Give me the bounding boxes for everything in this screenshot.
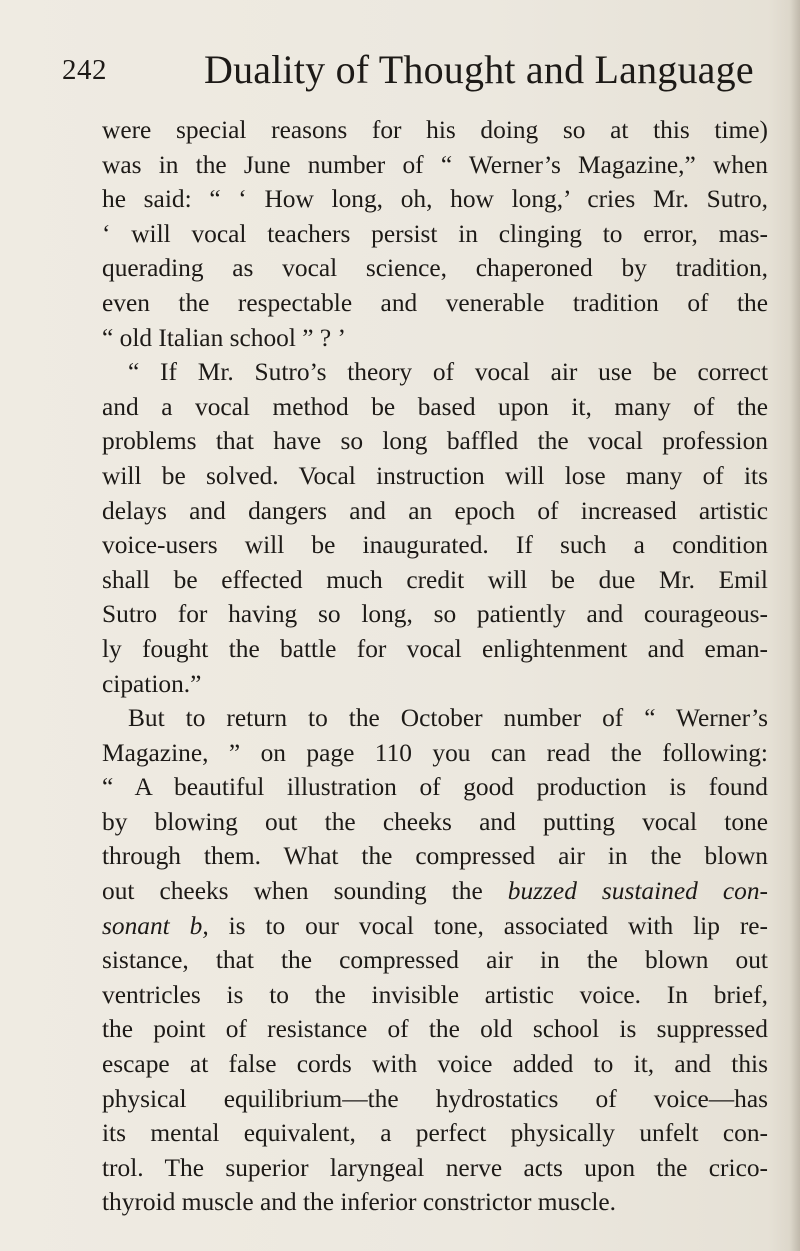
text-line: querading as vocal science, chaperoned by tradition, (102, 254, 768, 283)
text-line: were special reasons for his doing so at this time) (102, 116, 768, 144)
text-line: shall be effected much credit will be due Mr. Emil (102, 565, 768, 594)
text-line: through them. What the compressed air in the blown (102, 842, 768, 871)
text-line: “ old Italian school ” ? ’ (102, 323, 346, 352)
italic-phrase: sonant b, (102, 911, 209, 940)
running-title: Duality of Thought and Language (204, 47, 754, 92)
page-number: 242 (62, 54, 107, 86)
text-line: ‘ will vocal teachers persist in clinging to error, mas- (102, 219, 768, 248)
text-segment: is to our vocal tone, associated with lip re- (228, 911, 768, 940)
text-line: Magazine, ” on page 110 you can read the following: (102, 738, 768, 767)
text-line: thyroid muscle and the inferior constrictor muscle. (102, 1188, 617, 1217)
text-line: its mental equivalent, a perfect physically unfelt con- (102, 1119, 768, 1148)
body-text (102, 113, 768, 1220)
text-line: ly fought the battle for vocal enlightenment and eman- (102, 634, 768, 663)
text-line: he said: “ ‘ How long, oh, how long,’ cries Mr. Sutro, (102, 185, 768, 214)
text-line: will be solved. Vocal instruction will lose many of its (102, 461, 768, 490)
text-line: even the respectable and venerable tradition of the (102, 288, 768, 317)
text-line: voice-users will be inaugurated. If such a condition (102, 531, 768, 560)
text-line: was in the June number of “ Werner’s Magazine,” when (102, 150, 768, 179)
page-header (62, 46, 768, 96)
text-line: ventricles is to the invisible artistic voice. In brief, (102, 980, 768, 1009)
page-edge-shadow (790, 0, 800, 1251)
text-line: problems that have so long baffled the vocal profession (102, 427, 768, 456)
text-line: “ A beautiful illustration of good production is found (102, 773, 768, 802)
text-line: But to return to the October number of “ Werner’s (128, 704, 768, 733)
text-segment: out cheeks when sounding the (102, 877, 483, 906)
text-line: by blowing out the cheeks and putting vocal tone (102, 807, 768, 836)
text-line: trol. The superior laryngeal nerve acts upon the crico- (102, 1153, 768, 1182)
text-line: cipation.” (102, 669, 202, 698)
text-line: escape at false cords with voice added to it, and this (102, 1050, 768, 1079)
text-line: the point of resistance of the old school is suppressed (102, 1015, 768, 1044)
italic-phrase: buzzed sustained con- (507, 877, 768, 906)
text-line: “ If Mr. Sutro’s theory of vocal air use be correct (128, 358, 768, 387)
text-line: and a vocal method be based upon it, many of the (102, 392, 768, 421)
text-line (102, 909, 768, 944)
text-line: Sutro for having so long, so patiently and courageous- (102, 600, 768, 629)
text-line: sistance, that the compressed air in the blown out (102, 946, 768, 975)
text-line (102, 874, 768, 909)
text-line: physical equilibrium—the hydrostatics of voice—has (102, 1084, 768, 1113)
text-line: delays and dangers and an epoch of increased artistic (102, 496, 768, 525)
